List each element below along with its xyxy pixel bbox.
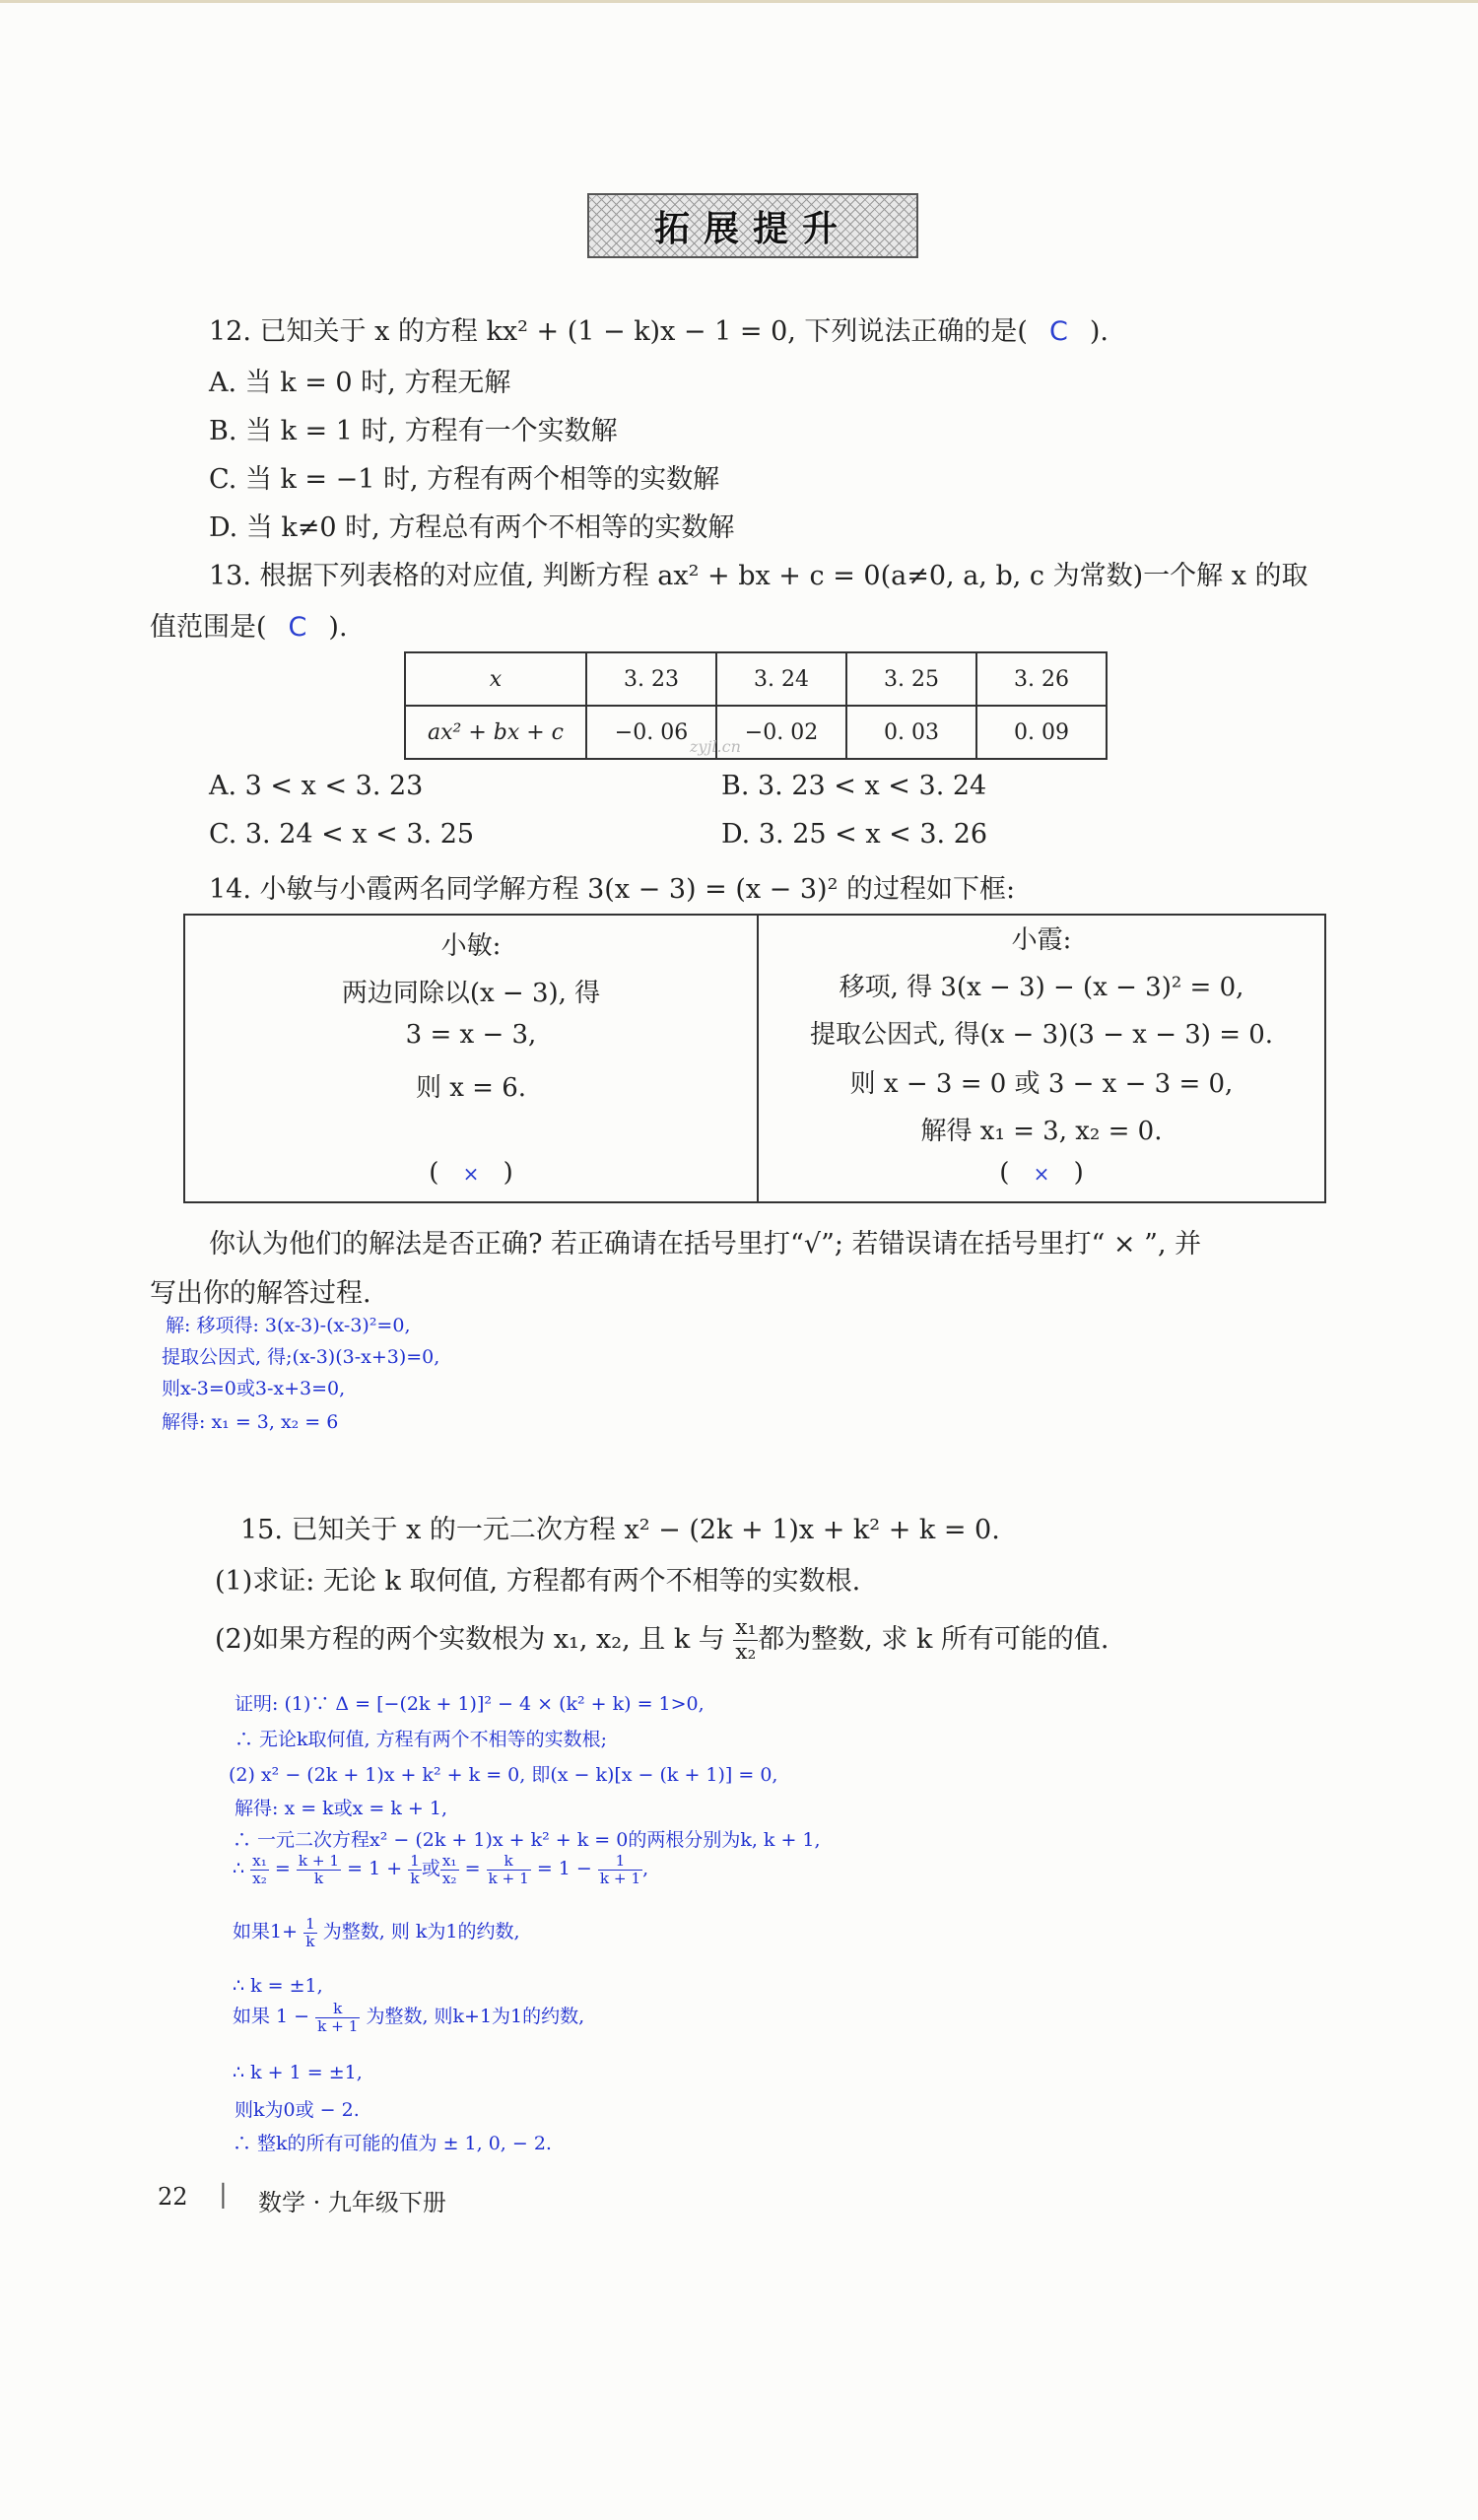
book-title: 数学 · 九年级下册 bbox=[258, 2189, 446, 2216]
xiaomin-name: 小敏: bbox=[440, 931, 502, 961]
xiaoxia-mark: ( × ) bbox=[999, 1158, 1084, 1188]
q15-solution-line: 则k为0或 − 2. bbox=[235, 2099, 360, 2121]
table-cell: 0. 09 bbox=[976, 706, 1107, 759]
xiaoxia-name: 小霞: bbox=[1011, 925, 1072, 955]
xiaomin-mark-value: × bbox=[462, 1162, 480, 1186]
q14-question-line2: 写出你的解答过程. bbox=[150, 1278, 371, 1309]
q12-stem: 12. 已知关于 x 的方程 kx² + (1 − k)x − 1 = 0, 下列说法正确的是( C ). bbox=[209, 316, 1108, 347]
q14-solution-line: 提取公因式, 得;(x-3)(3-x+3)=0, bbox=[162, 1346, 440, 1368]
q15-solution-line: 如果1+ $\frac{1}{k}$ 为整数, 则 k为1的约数, bbox=[233, 1915, 520, 1950]
q15-solution-line: ∴ 整k的所有可能的值为 ± 1, 0, − 2. bbox=[233, 2133, 552, 2154]
xiaoxia-line: 提取公因式, 得(x − 3)(3 − x − 3) = 0. bbox=[809, 1020, 1274, 1050]
q12-option-a: A. 当 k = 0 时, 方程无解 bbox=[209, 368, 511, 398]
q15-solution-line: 证明: (1)∵ Δ = [−(2k + 1)]² − 4 × (k² + k) = 1>0, bbox=[235, 1693, 705, 1715]
q15-fraction: $\frac{\text{x₁}}{\text{x₂}}$ bbox=[735, 1615, 757, 1665]
xiaoxia-column bbox=[759, 916, 1324, 1201]
xiaomin-line: 两边同除以(x − 3), 得 bbox=[341, 979, 601, 1008]
q15-stem: 15. 已知关于 x 的一元二次方程 x² − (2k + 1)x + k² + k = 0. bbox=[240, 1515, 1000, 1545]
q12-option-d: D. 当 k≠0 时, 方程总有两个不相等的实数解 bbox=[209, 512, 735, 543]
table-cell: ax² + bx + c bbox=[405, 706, 586, 759]
section-banner-title: 拓展提升 bbox=[653, 207, 851, 249]
xiaomin-line: 3 = x − 3, bbox=[405, 1020, 537, 1050]
table-cell: x bbox=[405, 652, 586, 706]
q15-solution-line: ∴ 一元二次方程x² − (2k + 1)x + k² + k = 0的两根分别为k, k + 1, bbox=[233, 1829, 821, 1851]
q13-value-table bbox=[404, 651, 1108, 760]
fraction: $\frac{1}{k}$ bbox=[305, 1915, 315, 1950]
q13-option-a: A. 3 < x < 3. 23 bbox=[209, 771, 424, 801]
q15-solution-line: 解得: x = k或x = k + 1, bbox=[235, 1798, 448, 1819]
fraction: $\frac{\text{x₁}}{\text{x₂}}$ bbox=[441, 1852, 457, 1887]
fraction: $\frac{\text{x₁}}{\text{x₂}}$ bbox=[252, 1852, 267, 1887]
table-cell: 0. 03 bbox=[846, 706, 976, 759]
page-number: 22 bbox=[158, 2183, 188, 2211]
xiaomin-column bbox=[185, 916, 757, 1201]
q12-option-c: C. 当 k = −1 时, 方程有两个相等的实数解 bbox=[209, 464, 720, 495]
xiaoxia-line: 移项, 得 3(x − 3) − (x − 3)² = 0, bbox=[839, 973, 1244, 1002]
xiaoxia-line: 解得 x₁ = 3, x₂ = 0. bbox=[920, 1117, 1163, 1146]
section-banner bbox=[587, 193, 918, 258]
q15-solution-line: ∴ k = ±1, bbox=[233, 1975, 323, 1997]
footer-separator: | bbox=[219, 2180, 228, 2210]
xiaomin-line: 则 x = 6. bbox=[415, 1073, 527, 1103]
table-cell: 3. 24 bbox=[716, 652, 846, 706]
q13-option-c: C. 3. 24 < x < 3. 25 bbox=[209, 819, 475, 850]
table-cell: 3. 26 bbox=[976, 652, 1107, 706]
q15-solution-line: ∴ $\frac{\text{x₁}}{\text{x₂}}$ = $\frac{k + 1}{k}$ = 1 + $\frac{1}{k}$ 或 $\frac{\text{x₁}}{\text{x₂}}$ = $\frac{k}{k + 1}$ = 1 − $\frac{1}{k + 1}$ , bbox=[233, 1852, 649, 1887]
fraction: $\frac{1}{k}$ bbox=[410, 1852, 420, 1887]
watermark: zyjl.cn bbox=[690, 737, 741, 756]
q15-solution-line: (2) x² − (2k + 1)x + k² + k = 0, 即(x − k)[x − (k + 1)] = 0, bbox=[229, 1764, 778, 1786]
xiaomin-mark: ( × ) bbox=[429, 1158, 513, 1188]
fraction: $\frac{k + 1}{k}$ bbox=[298, 1852, 340, 1887]
table-cell: −0. 02 bbox=[716, 706, 846, 759]
xiaoxia-mark-value: × bbox=[1033, 1162, 1050, 1186]
q13-stem-line2: 值范围是( C ). bbox=[150, 612, 348, 643]
fraction: $\frac{k}{k + 1}$ bbox=[488, 1852, 529, 1887]
q13-answer: C bbox=[288, 612, 307, 643]
q14-solution-line: 解得: x₁ = 3, x₂ = 6 bbox=[162, 1411, 339, 1433]
q12-option-b: B. 当 k = 1 时, 方程有一个实数解 bbox=[209, 416, 618, 446]
q15-solution-line: 如果 1 − $\frac{k}{k + 1}$ 为整数, 则k+1为1的约数, bbox=[233, 2000, 585, 2035]
table-cell: 3. 23 bbox=[586, 652, 716, 706]
table-row bbox=[405, 652, 1107, 706]
q14-solutions-box bbox=[183, 914, 1326, 1203]
q14-solution-line: 则x-3=0或3-x+3=0, bbox=[162, 1378, 346, 1399]
q15-solution-line: ∴ 无论k取何值, 方程有两个不相等的实数根; bbox=[235, 1729, 608, 1750]
q15-solution-line: ∴ k + 1 = ±1, bbox=[233, 2062, 363, 2083]
q15-part1: (1)求证: 无论 k 取何值, 方程都有两个不相等的实数根. bbox=[215, 1566, 861, 1597]
q14-question-line1: 你认为他们的解法是否正确? 若正确请在括号里打“√”; 若错误请在括号里打“ × ”, 并 bbox=[209, 1229, 1202, 1260]
q14-stem: 14. 小敏与小霞两名同学解方程 3(x − 3) = (x − 3)² 的过程如下框: bbox=[209, 874, 1016, 905]
table-cell: −0. 06 bbox=[586, 706, 716, 759]
q12-answer: C bbox=[1048, 316, 1068, 347]
q13-option-b: B. 3. 23 < x < 3. 24 bbox=[721, 771, 987, 801]
q13-stem-line1: 13. 根据下列表格的对应值, 判断方程 ax² + bx + c = 0(a≠0, a, b, c 为常数)一个解 x 的取 bbox=[209, 561, 1309, 591]
table-cell: 3. 25 bbox=[846, 652, 976, 706]
fraction: $\frac{k}{k + 1}$ bbox=[317, 2000, 359, 2035]
q14-solution-line: 解: 移项得: 3(x-3)-(x-3)²=0, bbox=[166, 1315, 411, 1336]
xiaoxia-line: 则 x − 3 = 0 或 3 − x − 3 = 0, bbox=[849, 1069, 1234, 1099]
page-top-edge bbox=[0, 0, 1478, 3]
fraction: $\frac{1}{k + 1}$ bbox=[599, 1852, 641, 1887]
q13-option-d: D. 3. 25 < x < 3. 26 bbox=[721, 819, 988, 850]
table-row bbox=[405, 706, 1107, 759]
q15-part2: (2)如果方程的两个实数根为 x₁, x₂, 且 k 与 $\frac{\text{x₁}}{\text{x₂}}$ 都为整数, 求 k 所有可能的值. bbox=[215, 1615, 1109, 1665]
